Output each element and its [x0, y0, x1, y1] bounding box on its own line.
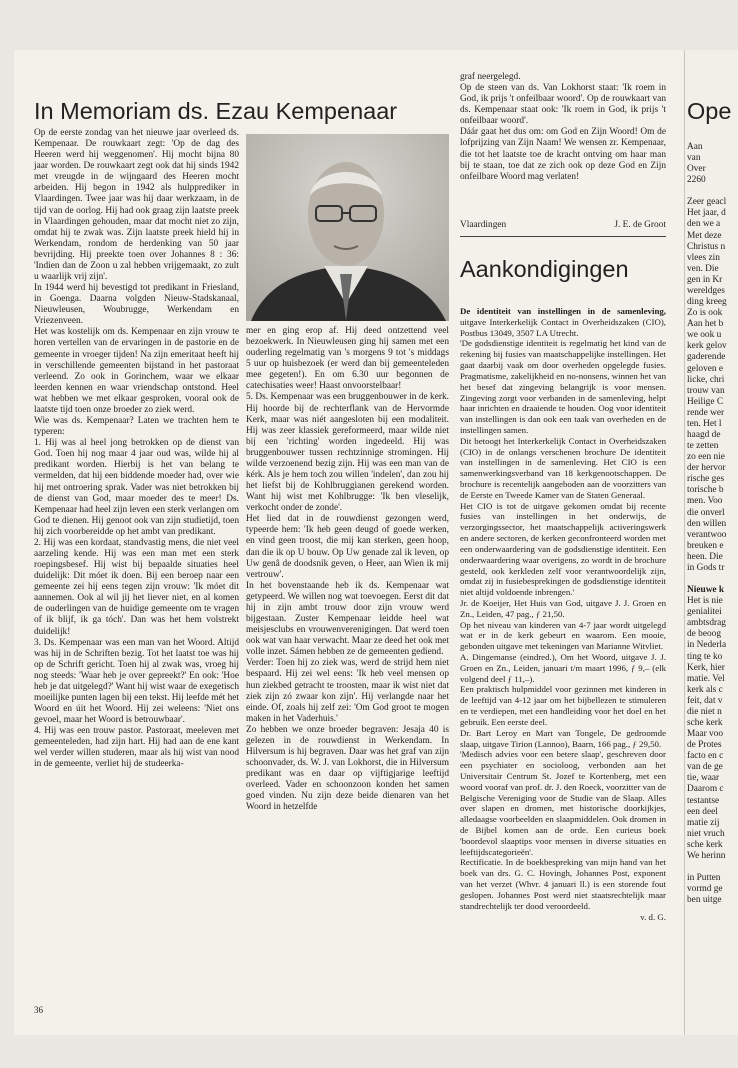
right-page-line: de beoog: [687, 629, 721, 640]
page-number: 36: [34, 1005, 43, 1015]
left-page: [14, 50, 684, 1035]
right-page-line: Zo is ook: [687, 308, 723, 319]
right-page-line: rische ges: [687, 474, 725, 485]
paragraph: 'De godsdienstige identiteit is regelmatig het kind van de rekening bij fusies van maatschappelijke instellingen. Het gaat daarbij vaak om door overheden opgelegde fusies. Pragmatisme, zakelijkheid en no-nonsens, winnen het van het besef dat zingeving belangrijk is voor mensen. Zingeving zorgt voor verbanden in de samenleving, helpt haar inrichten en draaiende te houden. Oog voor identiteit van instellingen is dan ook een taak van overheden en de instellingen samen.: [460, 338, 666, 435]
paragraph: mer en ging erop af. Hij deed ontzettend veel bezoekwerk. In Nieuwleusen ging hij samen met een ouderling regelmatig van 's morgens 9 tot 's middags 5 uur op huisbezoek (er werd dan bij gemeenteleden mee gegeten!). En om 6.30 uur begonnen de catechisaties weer! Haast onvoorstelbaar!: [246, 326, 449, 392]
signature-name: J. E. de Groot: [614, 220, 666, 230]
right-page-line: Over: [687, 164, 706, 175]
right-page-line: sche kerk: [687, 718, 723, 728]
paragraph: 4. Hij was een trouw pastor. Pastoraat, meeleven met gemeenteleden, had zijn hart. Hij had aan de ene kant wel verder willen studeren, maar als hij wist van nood in de gemeente, verliet hij de studeerka-: [34, 726, 239, 770]
right-page-line: we ook u: [687, 330, 722, 341]
right-page-line: vlees zin: [687, 252, 720, 263]
article-signature: [460, 220, 666, 233]
right-page-line: den we a: [687, 219, 721, 230]
announcement-title: De identiteit van instellingen in de samenleving,: [460, 306, 666, 316]
announcement-item: [460, 306, 666, 338]
paragraph: Jr. de Koeijer, Het Huis van God, uitgave J. J. Groen en Zn., Leiden, 47 pag., ƒ 21,50.: [460, 597, 666, 619]
paragraph: 3. Ds. Kempenaar was een man van het Woord. Altijd was hij in de Schriften bezig. Tot het laatst toe was hij op de Schrift gericht. Toen hij al zwak was, vroeg hij nog steeds: 'Waar heb je over gepreekt?' En ook: 'Hoe heb je dat uitgelegd?' Want hij wist waar de exegetisch moeilijke punten lagen bij een tekst. Hij leefde mét het Woord en úit het Woord. Hij zei weleens: 'Niet ons gevoel, maar het Woord is betrouwbaar'.: [34, 637, 239, 726]
right-page-line: Aan: [687, 142, 703, 152]
right-page-line: in Nederla: [687, 640, 727, 651]
right-page-line: Zeer geacl: [687, 197, 727, 208]
paragraph: Het lied dat in de rouwdienst gezongen werd, typeerde hem: 'Ik heb geen deugd of goede werken, en vind geen troost, die mij kan sterken, geen hoop, dan die ik op U bouw. Op Uw genade zal ik leven, op Uw genâ de doodsnik geven, o Heer, aan Wien ik mij vertrouw'.: [246, 514, 449, 580]
right-page-line: ding kreeg: [687, 297, 727, 308]
right-page-line: vormd ge: [687, 884, 723, 895]
article-title: In Memoriam ds. Ezau Kempenaar: [34, 98, 398, 124]
right-page-line: We herinn: [687, 850, 726, 861]
right-page-line: niet vruch: [687, 828, 725, 839]
right-page-line: Nieuwe k: [687, 585, 725, 596]
paragraph: Wie was ds. Kempenaar? Laten we trachten hem te typeren:: [34, 416, 239, 438]
paragraph: Op de eerste zondag van het nieuwe jaar overleed ds. Kempenaar. De rouwkaart zegt: 'Op de dag des Heeren werd hij weggenomen'. Hij mocht bijna 80 jaar worden. De rouwkaart zegt ook dat hij sinds 1942 met vreugde in de wijngaard des Heeren mocht arbeiden. Hij begon in 1942 als hulpprediker in Vlaardingen. Twee jaar was hij daar werkzaam, in de tijd van de oorlog. Hij had ook graag zijn laatste preek in Vlaardingen gehouden, maar dat mocht niet zo zijn, omdat hij te zwak was. Zijn laatste preek hield hij in Werkendam, rondom de herdenking van 50 jaar bevrijding. Hij preekte toen over Johannes 8 : 36: 'Indien dan de Zoon u zal hebben vrijgemaakt, zo zult u waarlijk vrij zijn'.: [34, 128, 239, 283]
right-page-line: verantwoo: [687, 529, 727, 540]
right-page-line: 2260: [687, 175, 706, 186]
paragraph: Rectificatie. In de boekbespreking van mijn hand van het boek van drs. G. C. Hovingh, Johannes Post, exponent van het verzet (Whvr. 4 januari ll.) is een storende fout geslopen. Johannes Post werd niet staatsrechtelijk maar standrechtelijk ter dood veroordeeld.: [460, 857, 666, 911]
right-page-line: trouw van: [687, 385, 725, 396]
right-page-line: van: [687, 153, 701, 164]
paragraph: Dáár gaat het dus om: om God en Zijn Woord! Om de lofprijzing van Zijn Naam! We wensen zr. Kempenaar, die tot het laatste toe de kracht ontving om haar man bij te staan, toe dat ze zich ook op deze God en Zijn onfeilbare Woord mag verlaten!: [460, 127, 666, 182]
right-page-line: Christus n: [687, 241, 726, 252]
right-page-line: die onverl: [687, 507, 725, 518]
right-page-line: torische b: [687, 485, 724, 496]
right-page-line: testantse: [687, 795, 720, 806]
right-page-line: men. Voo: [687, 496, 723, 507]
paragraph: Op het niveau van kinderen van 4-7 jaar wordt uitgelegd wat er in de kerk gebeurt en waarom. Een mooie, gebonden uitgave met tekeningen van Marianne Witvliet.: [460, 619, 666, 652]
announcements-heading: Aankondigingen: [460, 256, 629, 282]
right-page-line: gen in Kr: [687, 274, 723, 285]
announcement-details: uitgave Interkerkelijk Contact in Overheidszaken (CIO), Postbus 13049, 3507 LA Utrecht.: [460, 316, 666, 338]
right-page-line: in Putten: [687, 873, 721, 884]
paragraph: Verder: Toen hij zo ziek was, werd de strijd hem niet bespaard. Hij zei wel eens: 'Ik heb veel mensen op hun ziekbed getracht te troosten, maar ik wist niet dat ziek zijn zó zwaar kon zijn'. Hij verlangde naar het einde. Of, zoals hij zelf zei: 'Om God groot te mogen maken in het Vaderhuis.': [246, 658, 449, 724]
signature-place: Vlaardingen: [460, 220, 507, 230]
paragraph: Dr. Bart Leroy en Mart van Tongele, De gedroomde slaap, uitgave Tirion (Lannoo), Baarn, 166 pag., ƒ 29,50.: [460, 727, 666, 749]
right-page-line: in Gods tr: [687, 562, 725, 573]
portrait-photo: [246, 134, 449, 321]
paragraph: graf neergelegd.: [460, 72, 521, 82]
right-page-line: wereldges: [687, 285, 725, 296]
right-page-line: Kerk, hier: [687, 662, 725, 673]
paragraph: Een praktisch hulpmiddel voor gezinnen met kinderen in de leeftijd van 4-12 jaar om het bijbellezen te stimuleren en te verdiepen, met een handleiding voor het doel en het gebruik. Een eerste deel.: [460, 684, 666, 727]
right-page-line: licke, chri: [687, 374, 725, 385]
right-page-line: genialitei: [687, 607, 722, 618]
paragraph: In het bovenstaande heb ik ds. Kempenaar wat getypeerd. We willen nog wat toevoegen. Eerst dit dat hij in zijn ambt trouw door zijn vrouw werd bijgestaan. Zuster Kempenaar leidde heel wat meisjesclubs en vrouwenverenigingen. Dat werd toen ook wat van haar verwacht. Maar ze deed het ook met volle inzet. Sámen hebben ze de gemeenten gediend.: [246, 580, 449, 658]
right-page-line: geloven e: [687, 363, 724, 374]
paragraph: Het was kostelijk om ds. Kempenaar en zijn vrouw te horen vertellen van de ervaringen in de pastorie en de gemeente in vroeger tijden! Na zijn emeritaat heeft hij in verschillende gemeenten bijstand in het pastoraat verleend. Zo ook in Gorinchem, waar we elkaar leerden kennen en waar vriendschap ontstond. Heel wat hebben we met elkaar gesproken, vooral ook de laatste tijd toen onze broeder zo ziek werd.: [34, 327, 239, 415]
right-page-line: breuken e: [687, 540, 724, 551]
right-page-line: kerk als c: [687, 684, 723, 695]
right-page-line: matie. Vel: [687, 673, 725, 684]
right-page-line: sche kerk: [687, 839, 723, 850]
right-page-line: Aan het b: [687, 319, 724, 330]
right-page-line: Het jaar, d: [687, 208, 726, 219]
paragraph: In 1944 werd hij bevestigd tot predikant in Friesland, in Goenga. Daarna volgden Nieuw-Stadskanaal, Nieuwleusen, Woubrugge, Werkendam en Vriezenveen.: [34, 283, 239, 327]
right-page-line: rende wer: [687, 407, 725, 418]
right-page-line: te zetten: [687, 441, 719, 452]
right-page-line: ambtsdrag: [687, 618, 726, 629]
right-page-line: zo een nie: [687, 452, 725, 463]
right-page-line: de Protes: [687, 740, 722, 751]
right-page-line: Met deze: [687, 230, 722, 241]
divider: [460, 236, 666, 237]
right-page-line: ting te ko: [687, 651, 723, 662]
right-page-line: een deel: [687, 806, 718, 817]
right-page-line: ben uitge: [687, 895, 722, 906]
right-page-line: der hervor: [687, 463, 726, 474]
paragraph: 2. Hij was een kordaat, standvastig mens, die niet veel aarzeling kende. Hij was een man met een sterk roepingsbesef. Hij wist bij bepaalde situaties heel duidelijk: Dit móet ik doen. Bij een beroep naar een gemeente zei hij eens tegen zijn vrouw: 'Ik móet dit aannemen. Ook al wil jij het liever niet, en al komen de ouderlingen van de huidige gemeente om te vragen of ik blijf, ik ga tóch'. Dan was het hem volstrekt duidelijk!: [34, 537, 239, 637]
right-page-line: haagd de: [687, 430, 721, 440]
portrait-illustration: [246, 134, 449, 321]
paragraph: Zo hebben we onze broeder begraven: Jesaja 40 is gelezen in de rouwdienst in Werkendam. In Hilversum is hij begraven. Daar was het graf van zijn schoonvader, ds. W. J. van Lokhorst, die in Hilversum predikant was en daar op vijftigjarige leeftijd overleed. Vader en schoonzoon konden het samen goed vinden. Nu zijn deze beide dienaren van het Woord in hetzelfde: [246, 724, 449, 813]
announcement-signature: v. d. G.: [640, 911, 666, 922]
paragraph: 1. Hij was al heel jong betrokken op de dienst van God. Toen hij nog maar 4 jaar oud was, wilde hij al predikant worden. Hierbij is het van belang te vermelden, dat hij een biddende moeder had, over wie hij met ontroering sprak. Vader was niet betrokken bij de dienst van God, maar moeder des te meer! Ds. Kempenaar had heel zijn leven een sterk verlangen om God te dienen. Hij genoot ook van zijn studietijd, toen hij zich voorbereidde op het ambt van predikant.: [34, 438, 239, 537]
right-page-line: van de ge: [687, 762, 723, 773]
right-page-line: Daarom c: [687, 784, 724, 795]
paragraph: Het CIO is tot de uitgave gekomen omdat bij recente fusies van instellingen in het onderwijs, de verzorgingssector, het maatschappelijk activeringswerk en andere sectoren, de kerken geconfronteerd worden met een onderwaardering van de godsdienstige identiteit. Een onderwaardering waar overigens, zo wordt in de brochure gesteld, ook kerkleden zelf voor verantwoordelijk zijn, omdat zij in fusiebesprekingen de godsdienstige identiteit niet altijd voldoende inbrengen.': [460, 500, 666, 598]
paragraph: Op de steen van ds. Van Lokhorst staat: 'Ik roem in God, ik prijs 't onfeilbaar woord'. Op de rouwkaart van ds. Kempenaar staat ook: 'Ik roem in God, ik prijs 't onfeilbaar woord'.: [460, 83, 666, 127]
announcements-column: [460, 306, 666, 922]
article-column-1: [34, 128, 239, 771]
right-page-line: heen. Die: [687, 551, 723, 562]
right-page-line: feit, dat v: [687, 695, 723, 706]
paragraph: A. Dingemanse (eindred.), Om het Woord, uitgave J. J. Groen en Zn., Leiden, januari t/m maart 1996, ƒ 9,– (elk volgend deel ƒ 11,–).: [460, 652, 666, 684]
right-page: [684, 50, 738, 1035]
right-page-line: gaderende: [687, 352, 726, 363]
right-page-title: Ope: [687, 98, 732, 124]
right-page-line: Maar voo: [687, 729, 724, 740]
right-page-line: facto en c: [687, 751, 724, 762]
right-page-line: matie zij: [687, 817, 720, 828]
right-page-line: kerk gelov: [687, 341, 727, 352]
right-page-line: Heilige C: [687, 396, 724, 407]
right-page-line: den willen: [687, 518, 727, 529]
right-page-line: ten. Het l: [687, 418, 722, 429]
right-page-line: Het is nie: [687, 596, 723, 607]
right-page-line: die niet n: [687, 706, 722, 717]
paragraph: Dit betoogt het Interkerkelijk Contact in Overheidszaken (CIO) in de onlangs verschenen brochure De identiteit van instellingen in de samenleving. Het CIO is een samenwerkingsverband van 18 kerkgenootschappen. De brochure is recentelijk aangeboden aan de voorzitters van de Eerste en Tweede Kamer van de Staten Generaal.: [460, 435, 666, 500]
article-column-2: [246, 326, 449, 813]
paragraph: 5. Ds. Kempenaar was een bruggenbouwer in de kerk. Hij hoorde bij de rechterflank van de Hervormde Kerk, maar was niét aangesloten bij een modaliteit. Hij was zeer klassiek gereformeerd, maar wilde niet bij een 'richting' worden ingedeeld. Hij was bruggenbouwer tussen rechtzinnige stromingen. Hij wilde verzoenend bezig zijn. Hij was een man van de kérk. Als je hem toch zou willen 'indelen', dan zou hij het liefst bij de Kohlbruggianen gerekend worden. Want hij wist met Kohlbrugge: 'Ik ben vleselijk, verkocht onder de zonde'.: [246, 392, 449, 514]
right-page-line: tie, waar: [687, 773, 720, 784]
right-page-line: ven. Die: [687, 263, 719, 274]
article-column-3: [460, 72, 666, 183]
paragraph: 'Medisch advies voor een betere slaap', geschreven door een psychiater en socioloog, verbonden aan het Universitair Centrum St. Jozef te Kortenberg, met een woord vooraf van prof. dr. J. den Roeck, voorzitter van de Belgische Vereniging voor de Studie van de Slaap. Alles over slapen en dromen, met historische doorkijkjes, alledaagse voorbeelden en slaapmiddelen. Ook dromen in de Bijbel komen aan de orde. Een curieus boek 'boordevol slaaptips voor mensen in diverse situaties en leeftijdscategorieën'.: [460, 749, 666, 857]
